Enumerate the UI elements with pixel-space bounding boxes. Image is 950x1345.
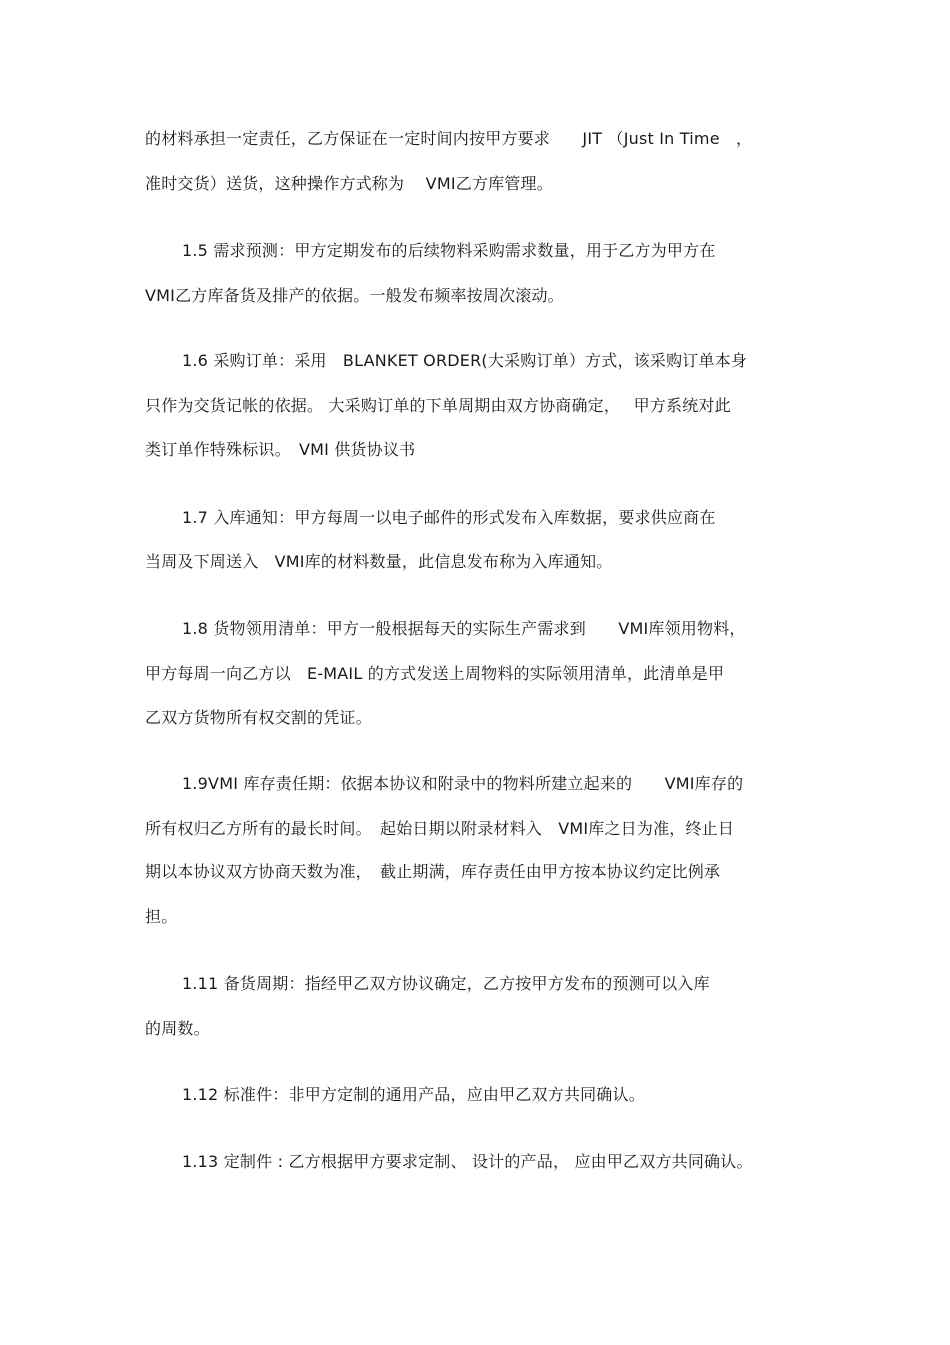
text-line: 1.6 采购订单：采用 BLANKET ORDER(大采购订单）方式，该采购订单本身 — [182, 351, 748, 370]
text-line: 1.9VMI 库存责任期：依据本协议和附录中的物料所建立起来的 VMI库存的 — [182, 774, 744, 793]
text-line: 当周及下周送入 VMI库的材料数量，此信息发布称为入库通知。 — [145, 552, 613, 571]
text-line: 的材料承担一定责任，乙方保证在一定时间内按甲方要求 JIT （Just In Time ， — [145, 129, 753, 148]
text-line: 1.7 入库通知：甲方每周一以电子邮件的形式发布入库数据，要求供应商在 — [182, 508, 716, 527]
text-line: 1.11 备货周期：指经甲乙双方协议确定，乙方按甲方发布的预测可以入库 — [182, 974, 710, 993]
text-line: 1.5 需求预测：甲方定期发布的后续物料采购需求数量，用于乙方为甲方在 — [182, 241, 716, 260]
text-line: 类订单作特殊标识。 VMI 供货协议书 — [145, 440, 416, 459]
text-line: 1.8 货物领用清单：甲方一般根据每天的实际生产需求到 VMI库领用物料， — [182, 619, 746, 638]
text-line: 甲方每周一向乙方以 E-MAIL 的方式发送上周物料的实际领用清单，此清单是甲 — [145, 664, 725, 683]
text-line: 乙双方货物所有权交割的凭证。 — [145, 708, 372, 727]
text-line: 1.12 标准件：非甲方定制的通用产品，应由甲乙双方共同确认。 — [182, 1085, 645, 1104]
text-line: 担。 — [145, 907, 178, 926]
text-line: 的周数。 — [145, 1019, 210, 1038]
text-line: 只作为交货记帐的依据。 大采购订单的下单周期由双方协商确定， 甲方系统对此 — [145, 396, 731, 415]
text-line: VMI乙方库备货及排产的依据。一般发布频率按周次滚动。 — [145, 286, 564, 305]
text-line: 1.13 定制件 : 乙方根据甲方要求定制、 设计的产品， 应由甲乙双方共同确认。 — [182, 1152, 753, 1171]
text-line: 所有权归乙方所有的最长时间。 起始日期以附录材料入 VMI库之日为准，终止日 — [145, 819, 735, 838]
text-line: 准时交货）送货，这种操作方式称为 VMI乙方库管理。 — [145, 174, 553, 193]
text-line: 期以本协议双方协商天数为准， 截止期满，库存责任由甲方按本协议约定比例承 — [145, 862, 721, 881]
